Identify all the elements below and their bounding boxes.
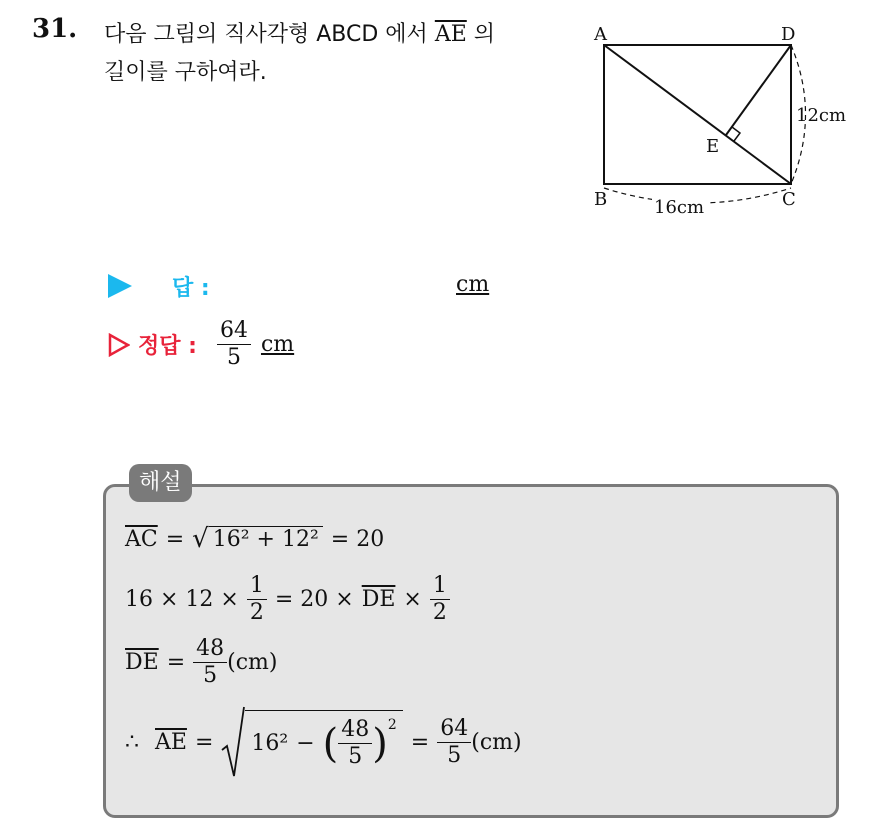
play-arrow-icon bbox=[108, 274, 132, 298]
therefore-symbol: ∴ bbox=[125, 729, 139, 755]
unit-cm: (cm) bbox=[227, 650, 278, 675]
question-text-part1: 다음 그림의 직사각형 ABCD 에서 bbox=[104, 22, 428, 47]
diagonal-ac bbox=[604, 45, 791, 184]
question-text bbox=[104, 16, 574, 92]
fraction-numerator: 48 bbox=[338, 717, 372, 744]
segment-ae-lhs: $\overline{AE}$ bbox=[155, 729, 187, 755]
solution-line-2 bbox=[125, 573, 450, 626]
label-side-dc: 12cm bbox=[796, 105, 847, 126]
fraction-denominator: 2 bbox=[249, 600, 264, 625]
segment-de-lhs: $\overline{DE}$ bbox=[125, 650, 159, 675]
label-c: C bbox=[782, 189, 796, 210]
fraction-result bbox=[437, 716, 471, 769]
fraction-denominator: 5 bbox=[447, 742, 462, 768]
unit-cm: (cm) bbox=[471, 729, 522, 755]
outline-arrow-icon bbox=[108, 333, 130, 357]
fraction-denominator: 2 bbox=[432, 600, 447, 625]
fraction-48-5 bbox=[338, 717, 372, 770]
equals-sign-2: = bbox=[410, 729, 430, 755]
area-mid: = 20 × bbox=[274, 587, 354, 612]
minus-sign: − bbox=[296, 731, 315, 756]
big-sqrt-radicand: 16² − ( $\frac{48}{5}$ ) 2 bbox=[245, 710, 402, 774]
exponent: 2 bbox=[387, 717, 397, 733]
equals-sign: = bbox=[194, 729, 214, 755]
answer-label: 답 : bbox=[172, 275, 210, 301]
big-sqrt-expression bbox=[221, 706, 402, 778]
fraction-denominator: 5 bbox=[203, 663, 218, 688]
fraction-half-1 bbox=[247, 573, 267, 626]
radical-sign-icon bbox=[221, 706, 245, 778]
segment-de-text: $\overline{DE}$ bbox=[361, 587, 396, 612]
solution-line-3 bbox=[125, 636, 278, 689]
base-term: 16² bbox=[251, 731, 289, 756]
solution-tag: 해설 bbox=[129, 464, 192, 502]
sqrt-expression: √ 16² + 12² bbox=[192, 526, 323, 553]
fraction-de bbox=[193, 636, 227, 689]
question-text-line2: 길이를 구하여라. bbox=[104, 60, 267, 85]
fraction-numerator: 1 bbox=[247, 573, 267, 600]
label-d: D bbox=[781, 24, 796, 45]
segment-ae: $\overline{AE}$ bbox=[434, 22, 467, 47]
answer-row bbox=[108, 268, 210, 304]
solution-line-4 bbox=[125, 706, 522, 778]
correct-label: 정답 : bbox=[138, 334, 197, 359]
label-a: A bbox=[594, 24, 607, 45]
result-ac: = 20 bbox=[330, 527, 385, 552]
label-side-bc: 16cm bbox=[654, 197, 705, 218]
question-number: 31. bbox=[32, 14, 78, 44]
equals-sign: = bbox=[165, 527, 185, 552]
correct-unit: cm bbox=[260, 332, 295, 357]
correct-denominator: 5 bbox=[226, 345, 241, 370]
solution-line-1 bbox=[125, 526, 384, 553]
correct-fraction bbox=[217, 318, 251, 371]
rectangle-diagram bbox=[588, 18, 858, 218]
sqrt-radicand: 16² + 12² bbox=[209, 526, 323, 553]
label-e: E bbox=[706, 136, 720, 157]
fraction-denominator: 5 bbox=[348, 744, 363, 769]
correct-numerator: 64 bbox=[217, 318, 251, 345]
fraction-numerator: 1 bbox=[430, 573, 450, 600]
fraction-numerator: 64 bbox=[437, 716, 471, 743]
fraction-half-2 bbox=[430, 573, 450, 626]
question-text-part2: 의 bbox=[473, 22, 496, 47]
area-prefix: 16 × 12 × bbox=[125, 587, 239, 612]
label-b: B bbox=[594, 189, 608, 210]
segment-ac: $\overline{AC}$ bbox=[125, 527, 158, 552]
times-sign: × bbox=[403, 587, 422, 612]
correct-answer-row bbox=[108, 318, 294, 371]
right-angle-mark bbox=[732, 127, 740, 141]
equals-sign: = bbox=[166, 650, 186, 675]
answer-unit: cm bbox=[456, 272, 490, 297]
fraction-numerator: 48 bbox=[193, 636, 227, 663]
segment-de bbox=[726, 45, 791, 135]
